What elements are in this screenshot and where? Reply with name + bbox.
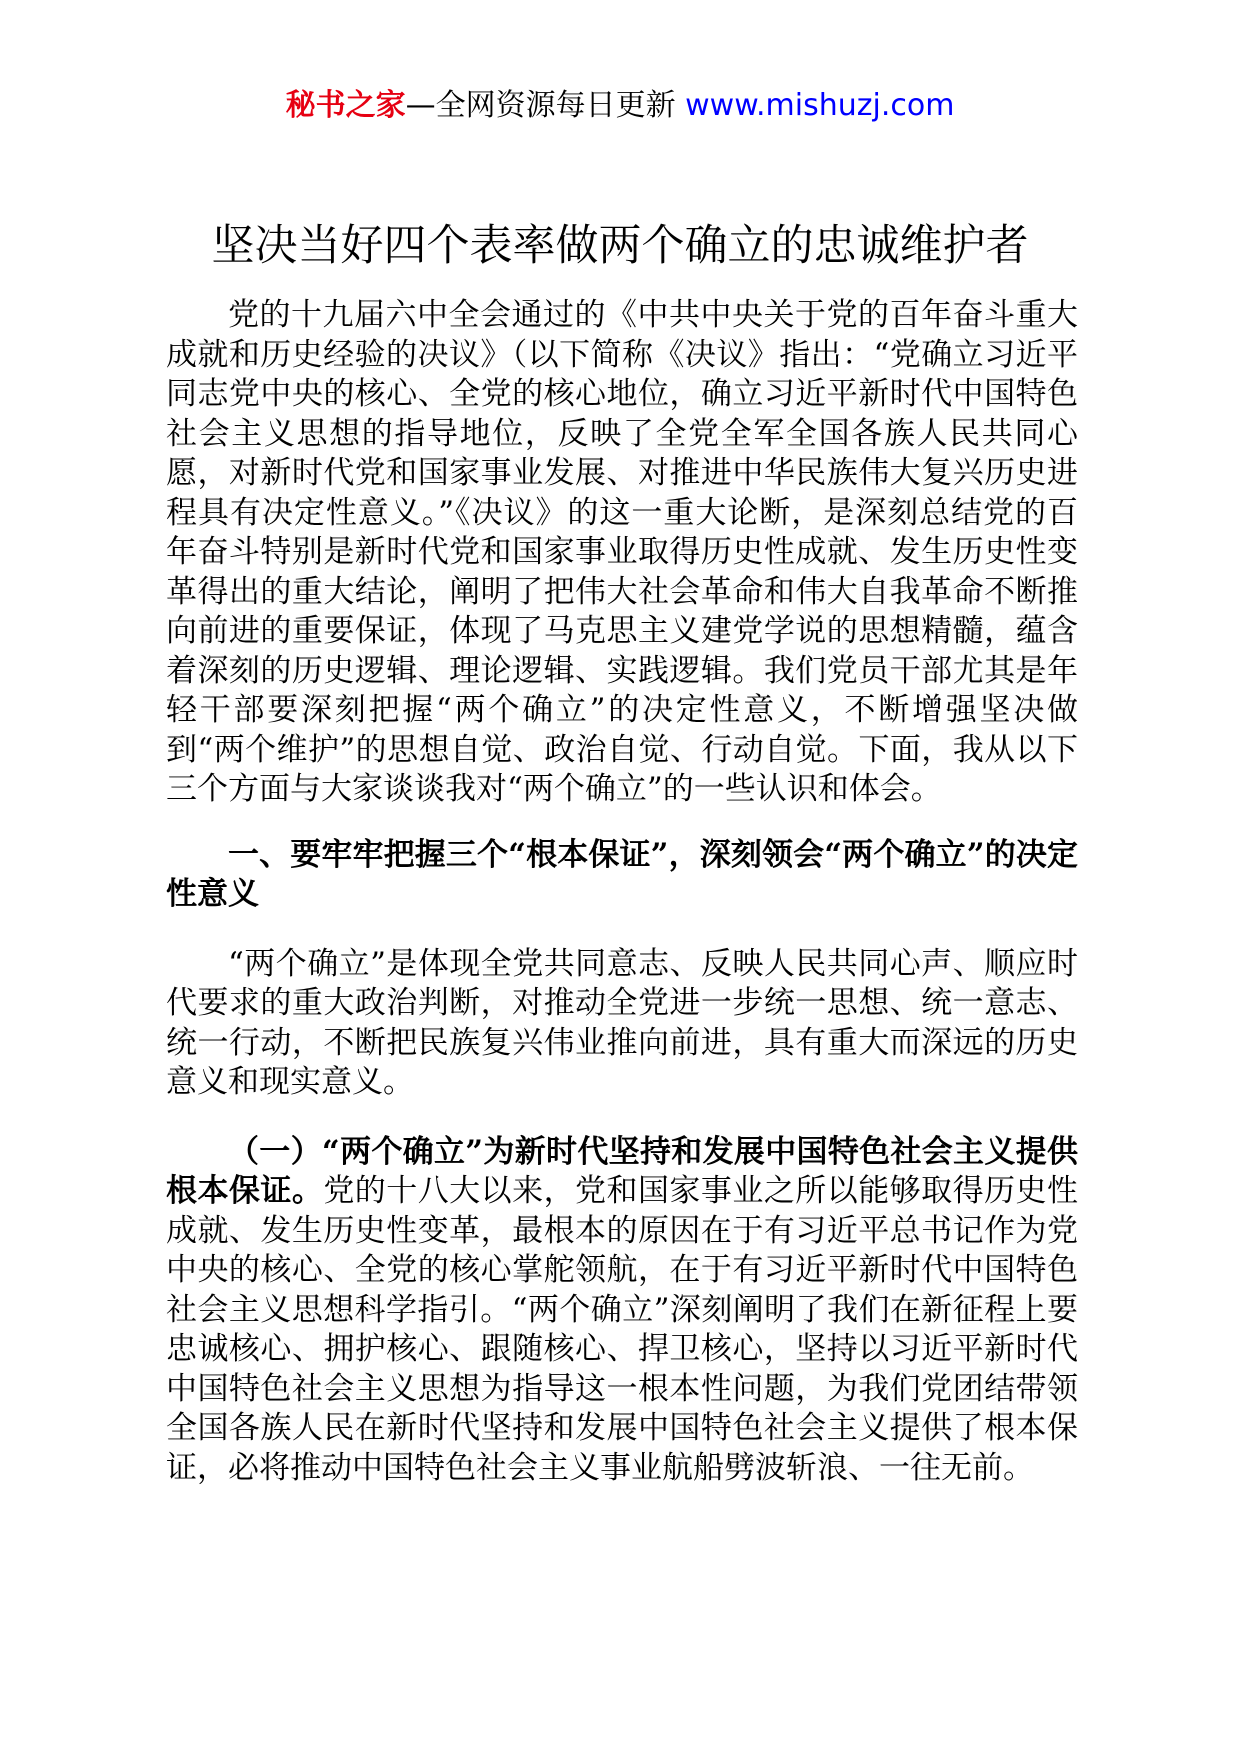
- intro-paragraph: 党的十九届六中全会通过的《中共中央关于党的百年奋斗重大成就和历史经验的决议》（以下简称《决议》指出：“党确立习近平同志党中央的核心、全党的核心地位，确立习近平新时代中国特色社会主义思想的指导地位，反映了全党全军全国各族人民共同心愿，对新时代党和国家事业发展、对推进中华民族伟大复兴历史进程具有决定性意义。”《决议》的这一重大论断，是深刻总结党的百年奋斗特别是新时代党和国家事业取得历史性成就、发生历史性变革得出的重大结论，阐明了把伟大社会革命和伟大自我革命不断推向前进的重要保证，体现了马克思主义建党学说的思想精髓，蕴含着深刻的历史逻辑、理论逻辑、实践逻辑。我们党员干部尤其是年轻干部要深刻把握“两个确立”的决定性意义，不断增强坚决做到“两个维护”的思想自觉、政治自觉、行动自觉。下面，我从以下三个方面与大家谈谈我对“两个确立”的一些认识和体会。: [166, 297, 1078, 807]
- document-title: 坚决当好四个表率做两个确立的忠诚维护者: [211, 221, 1029, 271]
- section-paragraph: “两个确立”是体现全党共同意志、反映人民共同心声、顺应时代要求的重大政治判断，对推动全党进一步统一思想、统一意志、统一行动，不断把民族复兴伟业推向前进，具有重大而深远的历史意义和现实意义。: [166, 945, 1078, 1100]
- section-heading: 一、要牢牢把握三个“根本保证”，深刻领会“两个确立”的决定性意义: [166, 836, 1078, 912]
- document-body: [166, 296, 1078, 1488]
- subsection-paragraph: [166, 1133, 1078, 1489]
- site-url-link[interactable]: www.mishuzj.com: [685, 88, 955, 123]
- site-slogan: —全网资源每日更新: [405, 88, 686, 123]
- site-brand: 秘书之家: [285, 88, 406, 123]
- subsection-lead: （一）“两个确立”为新时代坚持和发展中国特色社会主义提供根本保证。: [166, 1133, 1078, 1209]
- subsection-text: 党的十八大以来，党和国家事业之所以能够取得历史性成就、发生历史性变革，最根本的原因在于有习近平总书记作为党中央的核心、全党的核心掌舵领航，在于有习近平新时代中国特色社会主义思想科学指引。“两个确立”深刻阐明了我们在新征程上要忠诚核心、拥护核心、跟随核心、捍卫核心，坚持以习近平新时代中国特色社会主义思想为指导这一根本性问题，为我们党团结带领全国各族人民在新时代坚持和发展中国特色社会主义提供了根本保证，必将推动中国特色社会主义事业航船劈波斩浪、一往无前。: [166, 1173, 1079, 1486]
- site-header: [0, 84, 1240, 128]
